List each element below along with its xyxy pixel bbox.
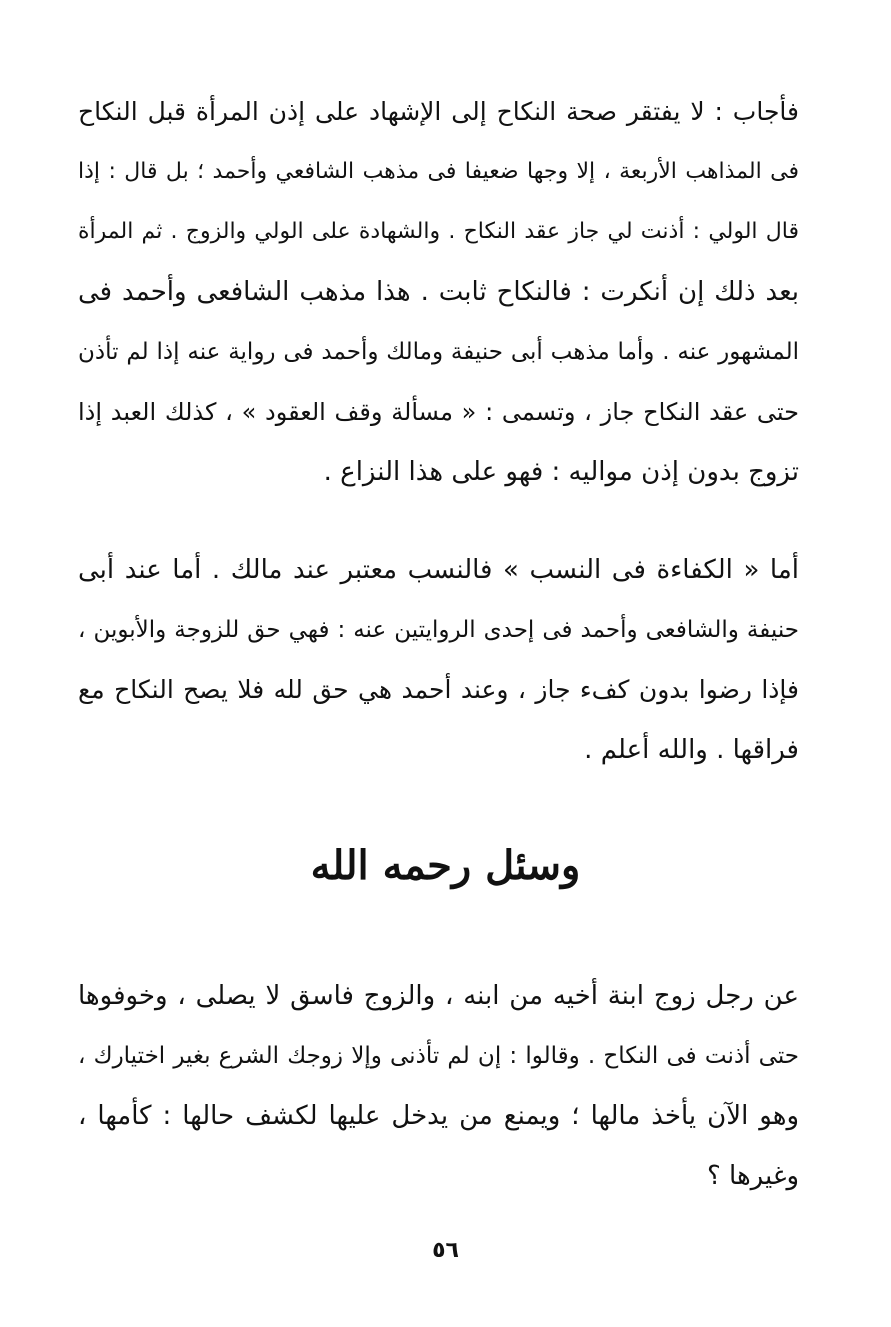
fatwa-answer-paragraph — [78, 82, 799, 502]
text-line: عن رجل زوج ابنة أخيه من ابنه ، والزوج فاسق لا يصلى ، وخوفوها — [78, 981, 799, 1011]
page-number: ٥٦ — [432, 1238, 459, 1263]
text-line: فى المذاهب الأربعة ، إلا وجها ضعيفا فى مذهب الشافعي وأحمد ؛ بل قال : إذا — [78, 159, 799, 184]
text-line: فإذا رضوا بدون كفء جاز ، وعند أحمد هي حق لله فلا يصح النكاح مع — [78, 675, 799, 704]
text-line: قال الولي : أذنت لي جاز عقد النكاح . والشهادة على الولي والزوج . ثم المرأة — [78, 219, 799, 244]
text-line: وهو الآن يأخذ مالها ؛ ويمنع من يدخل عليها لكشف حالها : كأمها ، — [78, 1101, 799, 1131]
text-line: تزوج بدون إذن مواليه : فهو على هذا النزاع . — [323, 457, 799, 487]
text-line: حتى عقد النكاح جاز ، وتسمى : « مسألة وقف العقود » ، كذلك العبد إذا — [78, 398, 799, 426]
section-heading: وسئل رحمه الله — [310, 842, 581, 889]
text-line: أما « الكفاءة فى النسب » فالنسب معتبر عند مالك . أما عند أبى — [78, 555, 799, 585]
text-line: وغيرها ؟ — [706, 1161, 799, 1191]
text-line: فأجاب : لا يفتقر صحة النكاح إلى الإشهاد على إذن المرأة قبل النكاح — [78, 97, 799, 126]
text-line: حتى أذنت فى النكاح . وقالوا : إن لم تأذنى وإلا زوجك الشرع بغير اختيارك ، — [78, 1043, 799, 1069]
text-line: فراقها . والله أعلم . — [584, 735, 799, 765]
text-line: حنيفة والشافعى وأحمد فى إحدى الروايتين عنه : فهي حق للزوجة والأبوين ، — [78, 617, 799, 643]
kafaa-paragraph — [78, 540, 799, 780]
text-line: بعد ذلك إن أنكرت : فالنكاح ثابت . هذا مذهب الشافعى وأحمد فى — [78, 277, 799, 307]
text-line: المشهور عنه . وأما مذهب أبى حنيفة ومالك وأحمد فى رواية عنه إذا لم تأذن — [78, 339, 799, 365]
question-paragraph — [78, 966, 799, 1206]
